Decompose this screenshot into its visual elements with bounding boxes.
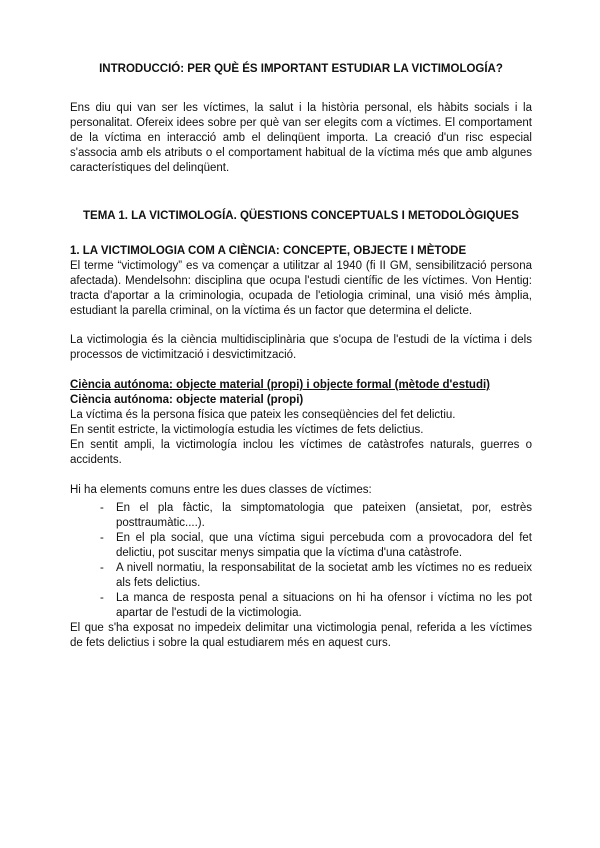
paragraph-definicio-victimologia: La victimologia és la ciència multidisciplinària que s'ocupa de l'estudi de la víctima i dels processos de victimització i desvictimització.	[70, 334, 532, 361]
bullet-dash-icon: -	[100, 502, 104, 514]
list-item	[70, 561, 532, 591]
ciencia-line-sentit-estricte: En sentit estricte, la victimología estudia les víctimes de fets delictius.	[70, 424, 424, 436]
ciencia-line-victima-definicio: La víctima és la persona física que pateix les conseqüències del fet delictiu.	[70, 409, 456, 421]
tema-1-heading: TEMA 1. LA VICTIMOLOGÍA. QÜESTIONS CONCEPTUALS I METODOLÒGIQUES	[83, 210, 519, 222]
list-item-text: En el pla social, que una víctima sigui percebuda com a provocadora del fet delictiu, pot suscitar menys simpatia que la víctima d'una catàstrofe.	[116, 532, 532, 559]
ciencia-objecte-material-heading: Ciència autónoma: objecte material (propi)	[70, 394, 304, 406]
section-1-heading: 1. LA VICTIMOLOGIA COM A CIÈNCIA: CONCEPTE, OBJECTE I MÈTODE	[70, 245, 467, 257]
bullet-dash-icon: -	[100, 592, 104, 604]
list-item	[70, 531, 532, 561]
paragraph-terme-victimology: El terme “victimology” es va començar a utilitzar al 1940 (fi II GM, sensibilització persona afectada). Mendelsohn: disciplina que ocupa l'estudi científic de les víctimes. Von Hentig: tracta d'aportar a la criminologia, ocupada de l'etiologia criminal, una visió més àmplia, estudiant la parella criminal, on la víctima és un factor que determina el delicte.	[70, 260, 532, 317]
intro-paragraph: Ens diu qui van ser les víctimes, la salut i la història personal, els hàbits socials i la personalitat. Ofereix idees sobre per què van ser elegits com a víctimes. El comportament de la víctima en interacció amb el delinqüent importa. La creació d'un risc especial s'associa amb els atributs o el comportament habitual de la víctima més que amb algunes característiques del delinqüent.	[70, 102, 532, 174]
bullet-dash-icon: -	[100, 562, 104, 574]
document-title: INTRODUCCIÓ: PER QUÈ ÉS IMPORTANT ESTUDIAR LA VICTIMOLOGÍA?	[99, 63, 503, 75]
closing-paragraph: El que s'ha exposat no impedeix delimitar una victimologia penal, referida a les víctimes de fets delictius i sobre la qual estudiarem més en aquest curs.	[70, 622, 532, 649]
ciencia-autonoma-block	[70, 378, 532, 468]
list-item-text: A nivell normatiu, la responsabilitat de la societat amb les víctimes no es redueix als fets delictius.	[116, 562, 532, 589]
list-item	[70, 591, 532, 621]
ciencia-line-sentit-ampli: En sentit ampli, la victimología inclou les víctimes de catàstrofes naturals, guerres o accidents.	[70, 439, 532, 466]
bullet-dash-icon: -	[100, 532, 104, 544]
list-item	[70, 501, 532, 531]
list-item-text: La manca de resposta penal a situacions on hi ha ofensor i víctima no les pot apartar de l'estudi de la victimologia.	[116, 592, 532, 619]
elements-comuns-list	[70, 501, 532, 621]
list-item-text: En el pla fàctic, la simptomatologia que pateixen (ansietat, por, estrès posttraumàtic....).	[116, 502, 532, 529]
elements-comuns-intro: Hi ha elements comuns entre les dues classes de víctimes:	[70, 484, 372, 496]
ciencia-autonoma-heading: Ciència autónoma: objecte material (propi) i objecte formal (mètode d'estudi)	[70, 379, 490, 391]
